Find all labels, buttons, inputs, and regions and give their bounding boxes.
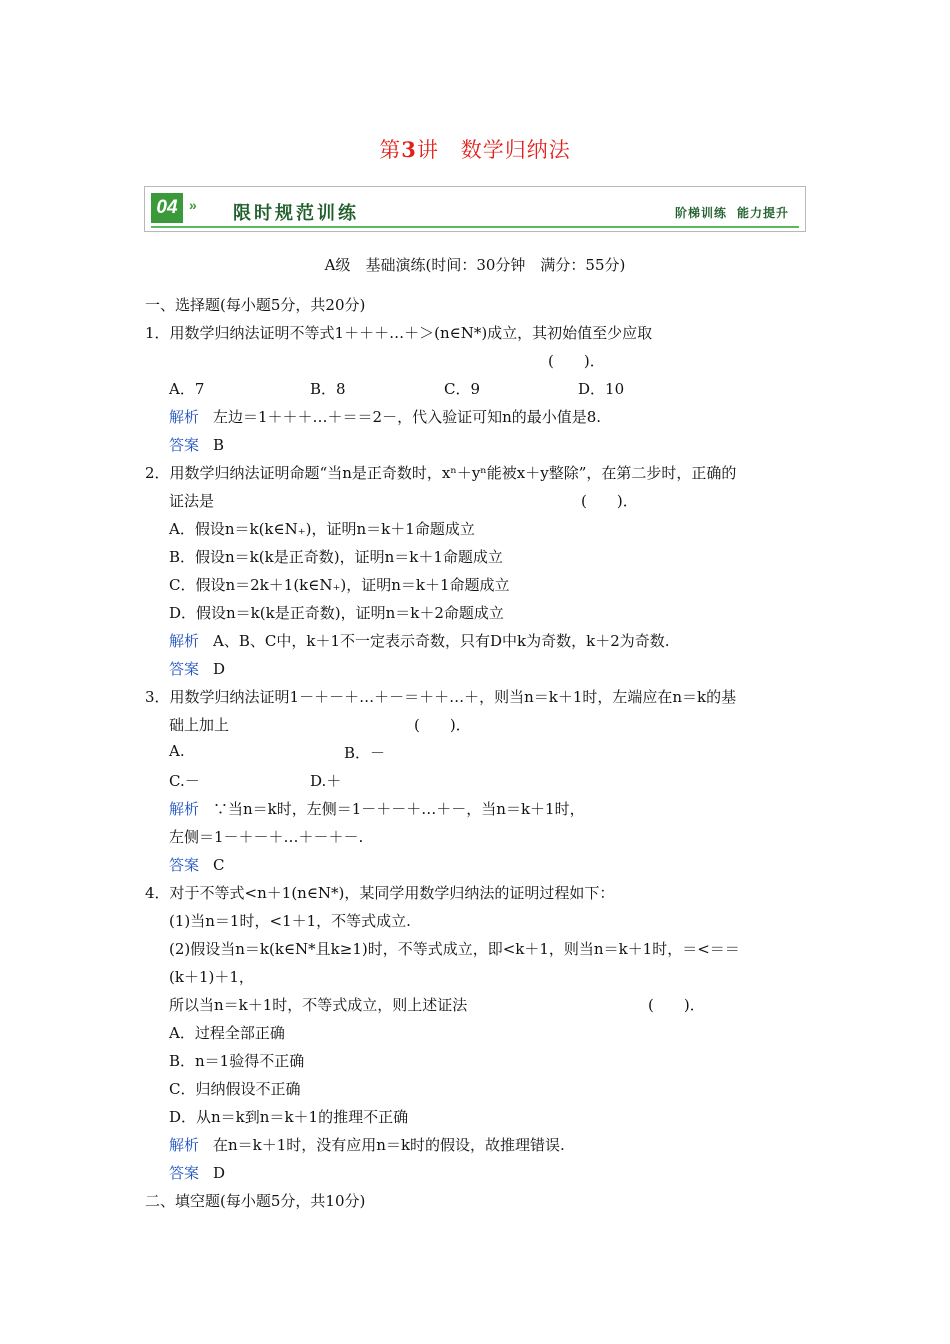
page-title (0, 134, 950, 164)
q3-analysis-text: ∵当n＝k时，左侧＝1－＋－＋…＋－，当n＝k＋1时， (213, 800, 585, 818)
q3-answer-text: C (213, 856, 225, 874)
q1-stem: 1．用数学归纳法证明不等式1＋＋＋…＋＞(n∈N*)成立，其初始值至少应取 (145, 324, 653, 342)
q4-option-c: C．归纳假设不正确 (169, 1080, 301, 1098)
answer-label: 答案 (169, 856, 200, 874)
section-banner (144, 186, 806, 232)
q4-analysis (169, 1134, 565, 1155)
q4-answer (169, 1162, 225, 1183)
q4-option-a: A．过程全部正确 (169, 1024, 285, 1042)
q2-paren: ( )． (581, 492, 638, 510)
double-arrow-icon: » (189, 197, 197, 213)
q4-answer-text: D (213, 1164, 226, 1182)
q2-analysis (169, 630, 670, 651)
q4-option-b: B．n＝1验得不正确 (169, 1052, 305, 1070)
q4-step-1: (1)当n＝1时，<1＋1，不等式成立. (169, 912, 411, 930)
q4-step-2: (2)假设当n＝k(k∈N*且k≥1)时，不等式成立，即<k＋1，则当n＝k＋1时，＝<＝＝ (169, 940, 740, 958)
q3-analysis-2: 左侧＝1－＋－＋…＋－＋－. (169, 828, 364, 846)
banner-tag: 04 (151, 193, 183, 223)
q1-option-d: D．10 (578, 380, 625, 398)
q1-analysis (169, 406, 601, 427)
q3-analysis (169, 798, 585, 819)
title-suffix: 讲 数学归纳法 (416, 138, 571, 162)
section-1-heading: 一、选择题(每小题5分，共20分) (145, 296, 366, 314)
q3-stem: 3．用数学归纳法证明1－＋－＋…＋－＝＋＋…＋，则当n＝k＋1时，左端应在n＝k的基 (145, 688, 737, 706)
q3-answer (169, 854, 225, 875)
q2-answer-text: D (213, 660, 226, 678)
section-2-heading: 二、填空题(每小题5分，共10分) (145, 1192, 366, 1210)
q4-stem: 4．对于不等式<n＋1(n∈N*)，某同学用数学归纳法的证明过程如下： (145, 884, 615, 902)
q2-answer (169, 658, 225, 679)
q3-stem-2: 础上加上 (169, 716, 230, 734)
q4-option-d: D．从n＝k到n＝k＋1的推理不正确 (169, 1108, 409, 1126)
level-line: A级 基础演练(时间：30分钟 满分：55分) (324, 256, 626, 274)
q3-paren: ( )． (414, 716, 471, 734)
q3-option-a: A. (169, 742, 185, 760)
banner-right-1: 阶梯训练 (674, 206, 727, 220)
banner-heading: 限时规范训练 (233, 203, 359, 224)
q1-answer (169, 434, 224, 455)
q4-paren: ( )． (648, 996, 705, 1014)
q2-option-b: B．假设n＝k(k是正奇数)，证明n＝k＋1命题成立 (169, 548, 503, 566)
banner-right-2: 能力提升 (736, 206, 789, 220)
banner-subtitle (665, 204, 789, 221)
q3-option-c: C.－ (169, 772, 200, 790)
answer-label: 答案 (169, 436, 200, 454)
q2-stem-2: 证法是 (169, 492, 215, 510)
answer-label: 答案 (169, 1164, 200, 1182)
q4-step-3: 所以当n＝k＋1时，不等式成立，则上述证法 (169, 996, 468, 1014)
analysis-label: 解析 (169, 800, 200, 818)
title-prefix: 第 (379, 138, 402, 162)
analysis-label: 解析 (169, 632, 200, 650)
analysis-label: 解析 (169, 1136, 200, 1154)
q3-option-b: B．－ (344, 744, 386, 762)
q2-stem: 2．用数学归纳法证明命题“当n是正奇数时，xⁿ＋yⁿ能被x＋y整除”，在第二步时，正确的 (145, 464, 737, 482)
q3-option-d: D.＋ (310, 772, 342, 790)
answer-label: 答案 (169, 660, 200, 678)
q2-option-a: A．假设n＝k(k∈N₊)，证明n＝k＋1命题成立 (169, 520, 475, 538)
title-number: 3 (401, 137, 417, 162)
q1-option-b: B．8 (310, 380, 346, 398)
banner-underline (151, 226, 799, 228)
q1-option-a: A．7 (169, 380, 205, 398)
q4-analysis-text: 在n＝k＋1时，没有应用n＝k时的假设，故推理错误. (213, 1136, 565, 1154)
q1-option-c: C．9 (444, 380, 481, 398)
q1-analysis-text: 左边＝1＋＋＋…＋＝＝2－，代入验证可知n的最小值是8. (213, 408, 602, 426)
q4-step-2b: (k＋1)＋1， (169, 968, 254, 986)
q1-paren: ( )． (548, 352, 605, 370)
q2-option-c: C．假设n＝2k＋1(k∈N₊)，证明n＝k＋1命题成立 (169, 576, 510, 594)
q2-option-d: D．假设n＝k(k是正奇数)，证明n＝k＋2命题成立 (169, 604, 504, 622)
q2-analysis-text: A、B、C中，k＋1不一定表示奇数，只有D中k为奇数，k＋2为奇数. (213, 632, 670, 650)
q1-answer-text: B (213, 436, 225, 454)
analysis-label: 解析 (169, 408, 200, 426)
